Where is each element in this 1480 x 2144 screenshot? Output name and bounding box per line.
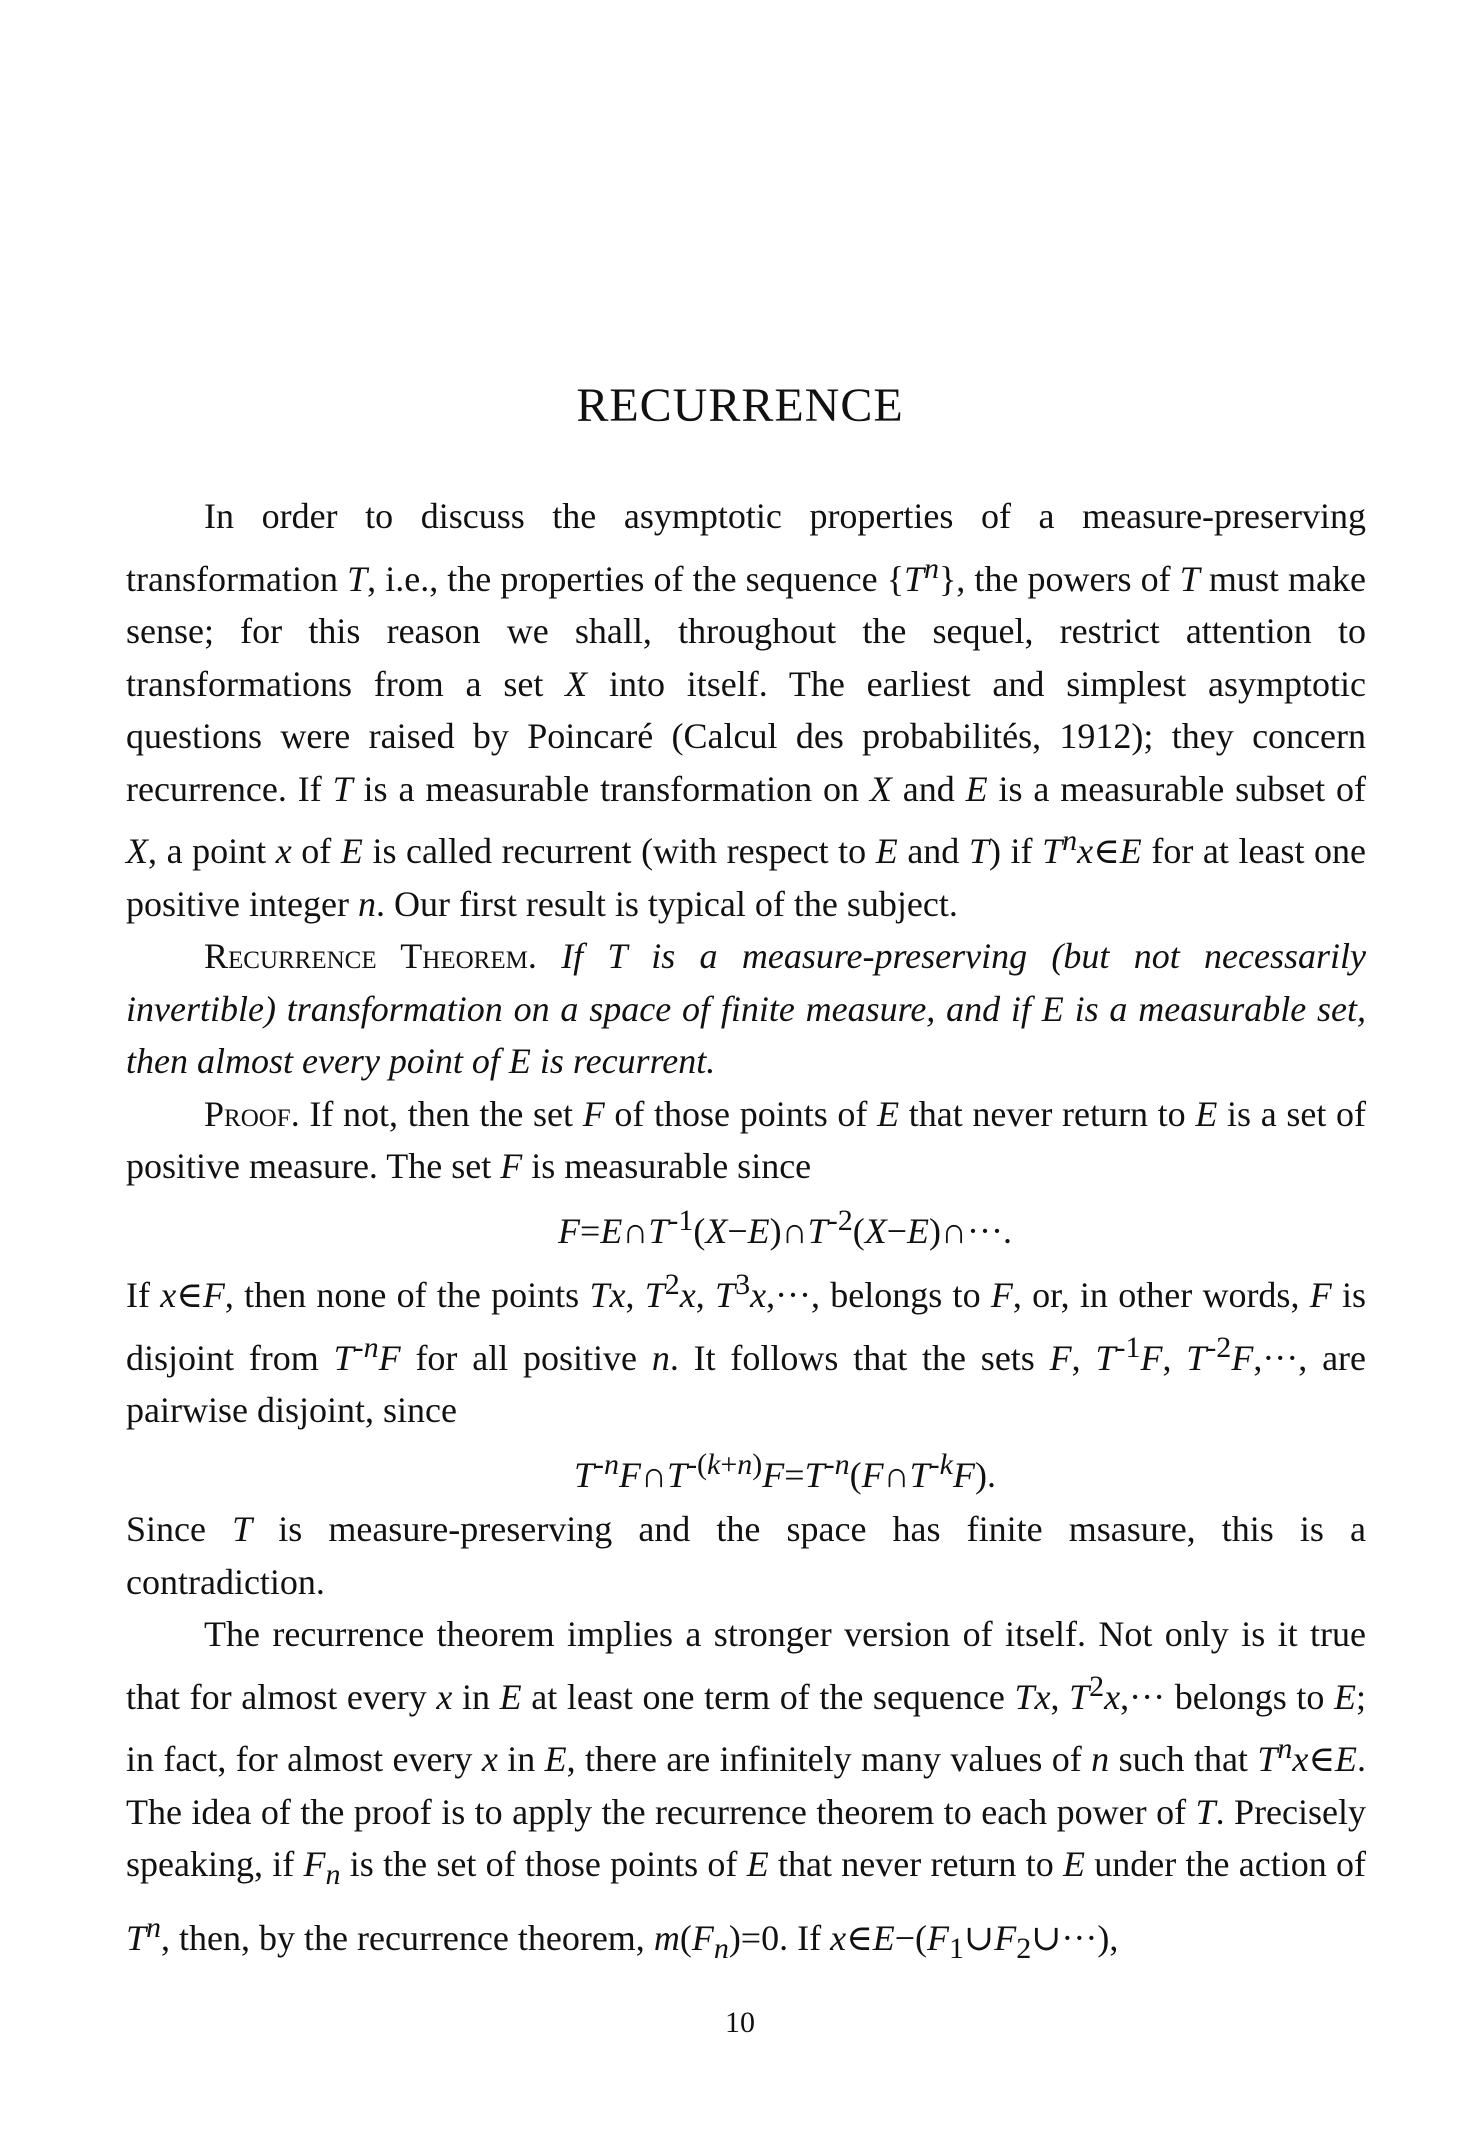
page-number: 10 xyxy=(725,2006,755,2039)
paragraph: If x∈F, then none of the points Tx, $T^2x$, $T^3x,\cdot\cdot\cdot$, belongs to F, or, in other words, F is disjoint from $T^{-n}F$ for all positive n. It follows that the sets F, $T^{-1}F$, $T^{-2}F,\cdot\cdot\cdot$, are pairwise disjoint, since xyxy=(126,1268,1367,1430)
display-formula: $F=E\cap T^{-1}(X-E)\cap T^{-2}(X-E)\cap\cdot\cdot\cdot$. xyxy=(558,1203,1012,1251)
paragraph: The recurrence theorem implies a stronger version of itself. Not only is it true that for almost every x in E at least one term of the sequence Tx, $T^2x,\cdot\cdot\cdot$ belongs to E; in fact, for almost every x in E, there are infinitely many values of n such that $T^nx\in E$. The idea of the proof is to apply the recurrence theorem to each power of T. Precisely speaking, if $F_n$ is the set of those points of E that never return to E under the action of $T^n$, then, by the recurrence theorem, $m(F_n)=0$. If $x\in E-(F_1\cup F_2\cup\cdot\cdot\cdot)$, xyxy=(126,1614,1367,1965)
paragraph: Recurrence Theorem. If T is a measure-preserving (but not necessarily invertible) transformation on a space of finite measure, and if E is a measurable set, then almost every point of E is recurrent. xyxy=(126,936,1367,1081)
paragraph: In order to discuss the asymptotic properties of a measure-preserving transformation T, i.e., the properties of the sequence $\{T^n\}$, the powers of T must make sense; for this reason we shall, throughout the sequel, restrict attention to transformations from a set X into itself. The earliest and simplest asymptotic questions were raised by Poincaré (Calcul des probabilités, 1912); they concern recurrence. If T is a measurable transformation on X and E is a measurable subset of X, a point x of E is called recurrent (with respect to E and T) if $T^nx\in E$ for at least one positive integer n. Our first result is typical of the subject. xyxy=(126,496,1367,924)
display-formula: $T^{-n}F\cap T^{-(k+n)}F=T^{-n}(F\cap T^{-k}F)$. xyxy=(574,1447,996,1495)
paragraph: Proof. If not, then the set F of those points of E that never return to E is a set of positive measure. The set F is measurable since xyxy=(126,1093,1366,1186)
paragraph: Since T is measure-preserving and the space has finite msasure, this is a contradiction. xyxy=(126,1509,1367,1602)
body-text xyxy=(126,490,1366,1975)
chapter-title: RECURRENCE xyxy=(576,379,904,432)
